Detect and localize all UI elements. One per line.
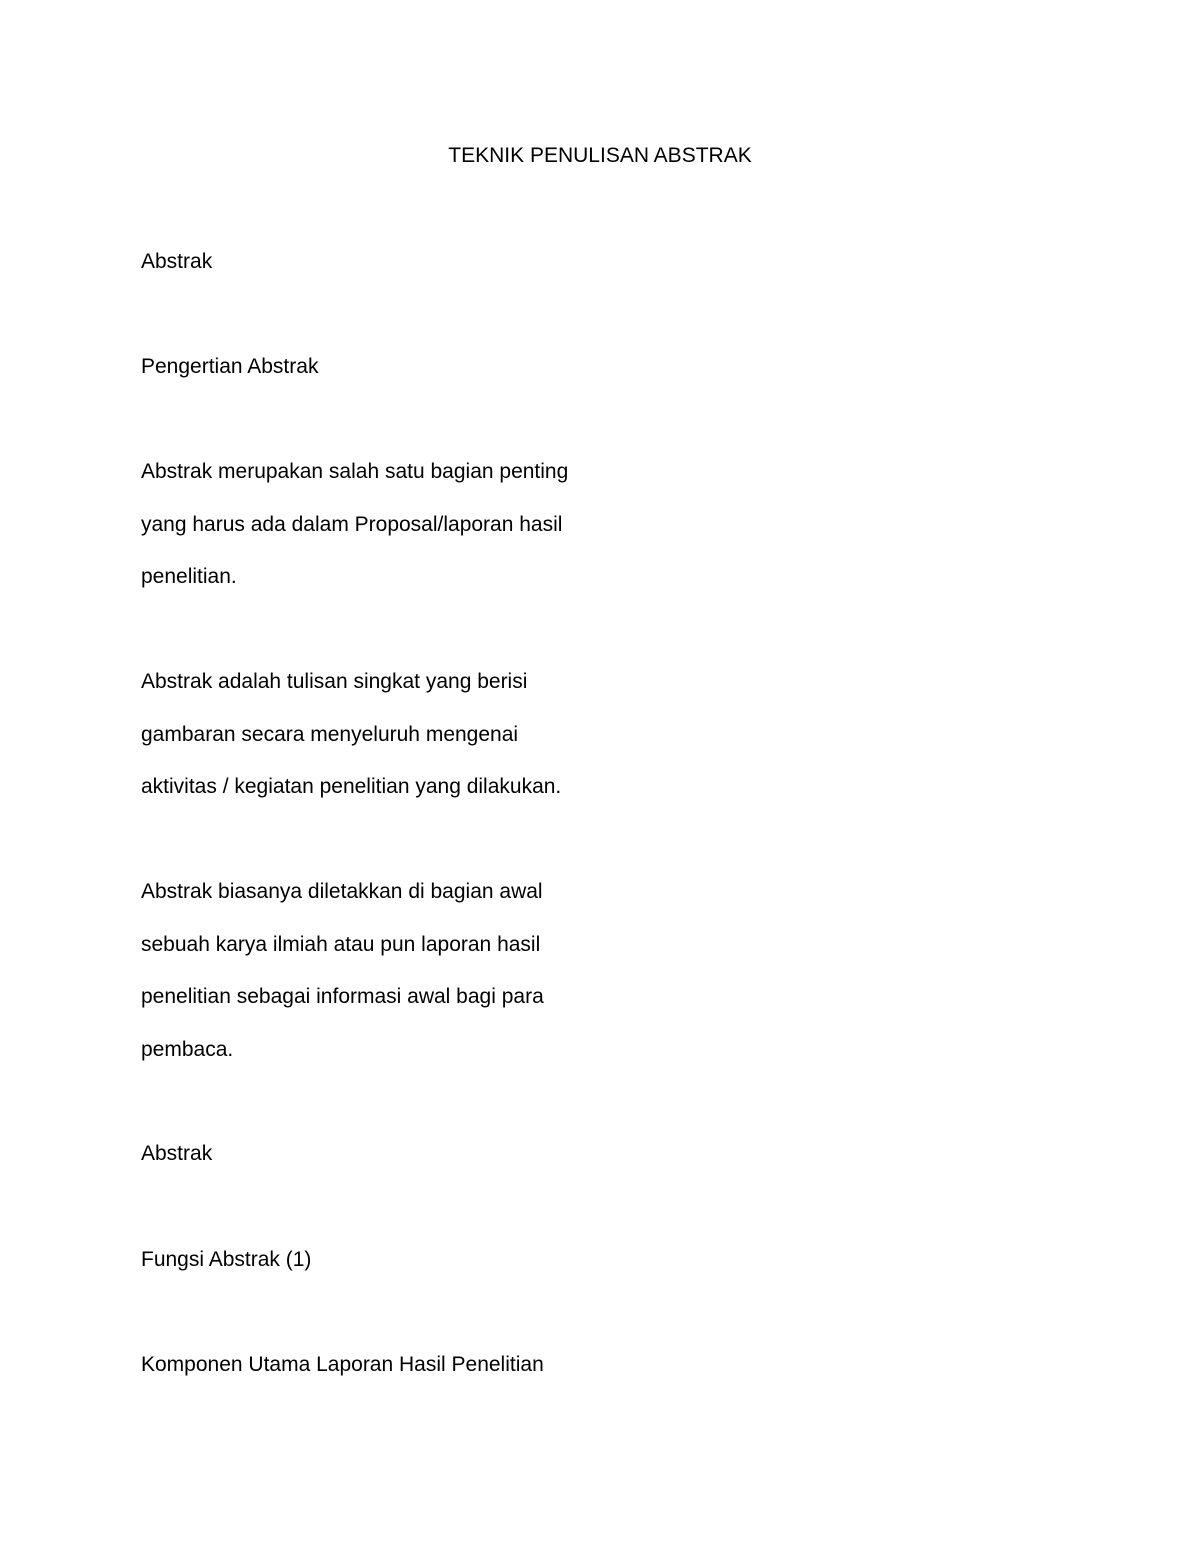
document-title: TEKNIK PENULISAN ABSTRAK [448,144,752,167]
paragraph-1-line-3: penelitian. [141,565,237,588]
heading-pengertian-abstrak: Pengertian Abstrak [141,355,319,378]
paragraph-1-line-2: yang harus ada dalam Proposal/laporan hasil [141,513,563,536]
paragraph-2-line-1: Abstrak adalah tulisan singkat yang berisi [141,670,528,693]
paragraph-3-line-4: pembaca. [141,1038,234,1061]
heading-abstrak-2: Abstrak [141,1142,213,1165]
heading-fungsi-abstrak: Fungsi Abstrak (1) [141,1248,312,1271]
paragraph-2-line-2: gambaran secara menyeluruh mengenai [141,723,519,746]
paragraph-2-line-3: aktivitas / kegiatan penelitian yang dilakukan. [141,775,562,798]
paragraph-3-line-2: sebuah karya ilmiah atau pun laporan hasil [141,933,541,956]
paragraph-1-line-1: Abstrak merupakan salah satu bagian penting [141,460,569,483]
paragraph-3-line-1: Abstrak biasanya diletakkan di bagian awal [141,880,543,903]
heading-komponen-utama: Komponen Utama Laporan Hasil Penelitian [141,1353,544,1376]
paragraph-3-line-3: penelitian sebagai informasi awal bagi para [141,985,544,1008]
heading-abstrak: Abstrak [141,250,213,273]
